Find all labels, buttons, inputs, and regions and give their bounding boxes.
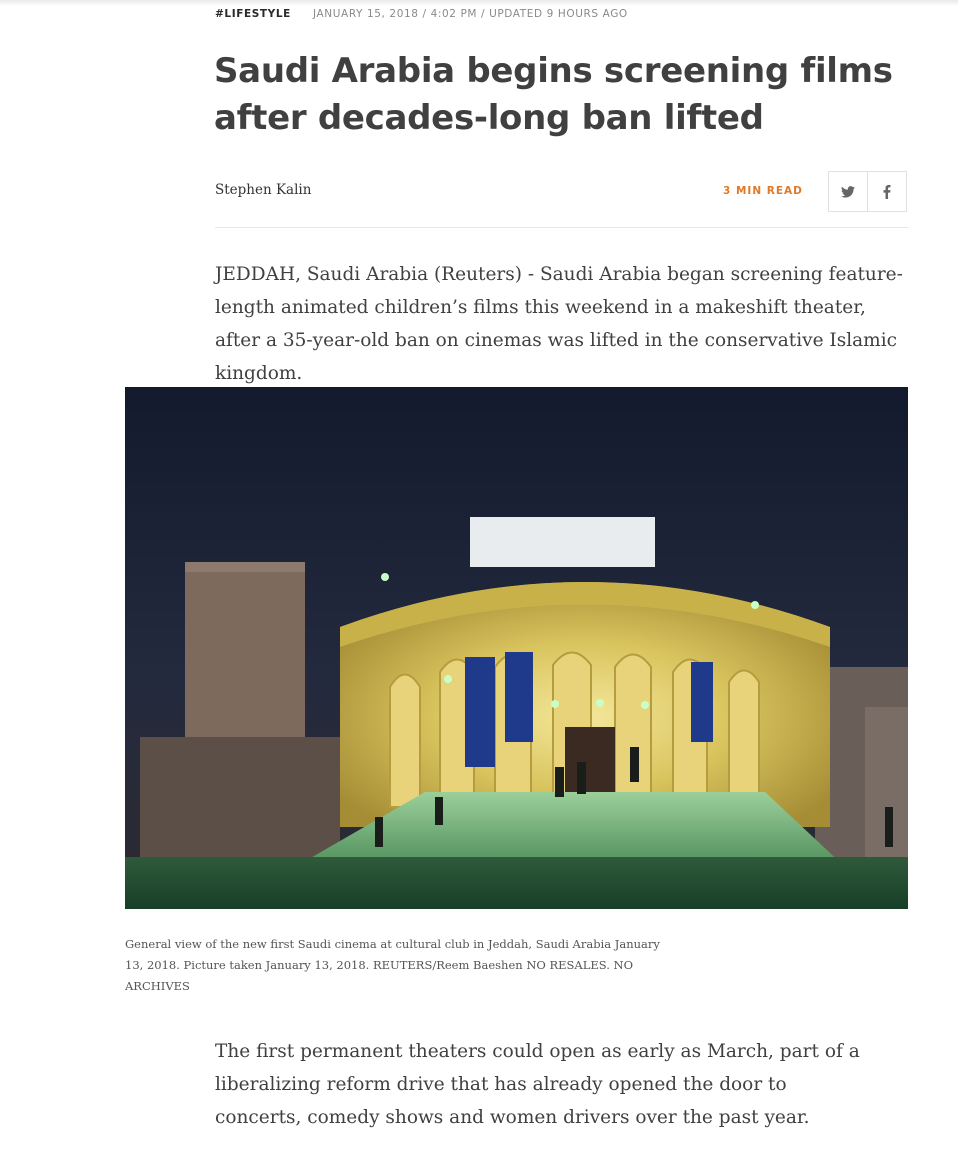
article-paragraph: JEDDAH, Saudi Arabia (Reuters) - Saudi Arabia began screening feature-length animated children’s films this weekend in a makeshift theater, after a 35-year-old ban on cinemas was lifted in the conservative Islamic kingdom.	[215, 264, 903, 384]
article-photo[interactable]	[125, 387, 908, 909]
facebook-icon	[883, 185, 891, 199]
twitter-icon	[841, 186, 855, 198]
byline-divider	[215, 227, 908, 228]
share-facebook-button[interactable]	[867, 171, 907, 212]
cinema-photo-image	[125, 387, 908, 909]
author-name: Stephen Kalin	[215, 182, 312, 198]
article-paragraph: The first permanent theaters could open as early as March, part of a liberalizing reform drive that has already opened the door to concerts, comedy shows and women drivers over the past year.	[215, 1041, 860, 1128]
share-twitter-button[interactable]	[828, 171, 868, 212]
read-time: 3 MIN READ	[723, 185, 803, 197]
section-tag-link[interactable]: #LIFESTYLE	[215, 8, 291, 20]
article-dateline: JANUARY 15, 2018 / 4:02 PM / UPDATED 9 HOURS AGO	[313, 8, 628, 20]
byline-row	[215, 171, 908, 212]
article-meta	[215, 7, 628, 21]
top-shadow	[0, 0, 958, 6]
photo-caption: General view of the new first Saudi cinema at cultural club in Jeddah, Saudi Arabia January 13, 2018. Picture taken January 13, 2018. REUTERS/Reem Baeshen NO RESALES. NO ARCHIVES	[125, 937, 660, 993]
article-headline: Saudi Arabia begins screening films after decades-long ban lifted	[214, 51, 893, 138]
